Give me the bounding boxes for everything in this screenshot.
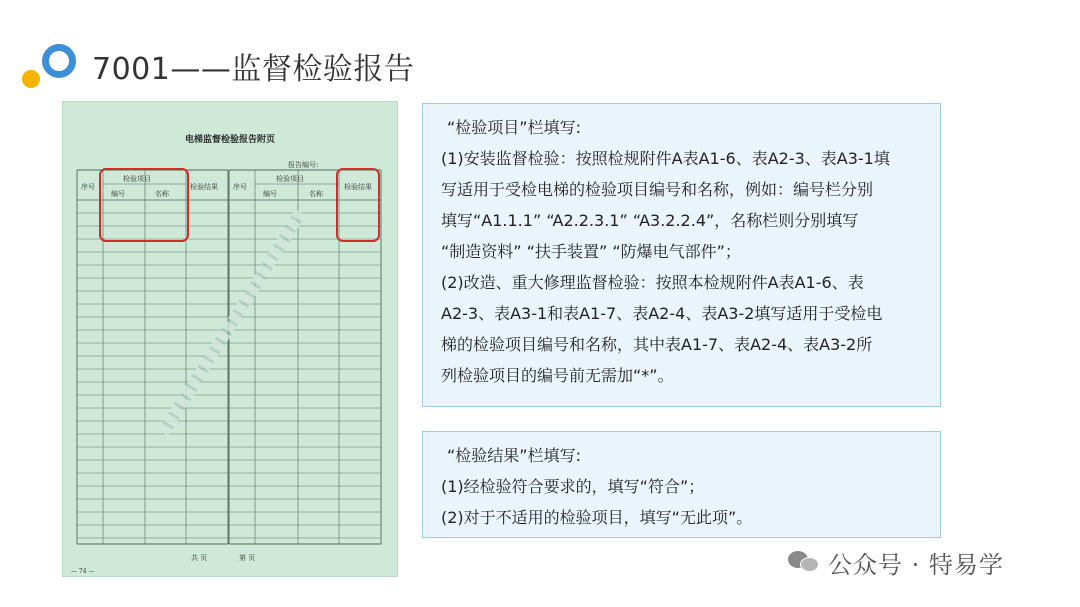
form-col-seq-left: 序号 xyxy=(81,183,95,191)
item-instruction-line: 填写“A1.1.1” “A2.2.3.1” “A3.2.2.4”，名称栏则分别填写 xyxy=(441,211,859,230)
result-column-instructions xyxy=(422,431,941,538)
item-instruction-line: “制造资料” “扶手装置” “防爆电气部件”； xyxy=(441,242,741,261)
item-instruction-line: (1)安装监督检验：按照检规附件A表A1-6、表A2-3、表A3-1填 xyxy=(441,149,890,168)
watermark-text: 公众号 · 特易学 xyxy=(828,550,1004,579)
form-col-item-right: 检验项目 xyxy=(276,175,304,183)
result-column-heading: “检验结果”栏填写: xyxy=(447,446,581,465)
form-col-seq-right: 序号 xyxy=(233,183,247,191)
wechat-watermark xyxy=(788,544,1004,580)
item-instruction-line: (2)改造、重大修理监督检验：按照本检规附件A表A1-6、表 xyxy=(441,273,864,292)
result-instruction-line: (2)对于不适用的检验项目，填写“无此项”。 xyxy=(441,508,753,527)
yellow-dot-icon xyxy=(22,70,40,88)
wechat-icon xyxy=(788,549,820,575)
form-col-code-left: 编号 xyxy=(111,190,125,198)
item-instruction-line: 梯的检验项目编号和名称，其中表A1-7、表A2-4、表A3-2所 xyxy=(441,335,873,354)
highlight-result-column xyxy=(336,168,380,242)
form-col-name-left: 名称 xyxy=(155,190,169,198)
form-col-result-left: 检验结果 xyxy=(190,183,218,191)
item-instruction-line: 列检验项目的编号前无需加“*”。 xyxy=(441,366,674,385)
form-col-result-right: 检验结果 xyxy=(344,183,372,191)
report-form-image xyxy=(62,101,398,577)
blue-ring-icon xyxy=(42,44,76,78)
form-col-code-right: 编号 xyxy=(263,190,277,198)
item-column-heading: “检验项目”栏填写: xyxy=(447,118,581,137)
form-footer-page: 第 页 xyxy=(239,554,256,562)
highlight-item-columns xyxy=(99,168,189,242)
result-instruction-line: (1)经检验符合要求的，填写“符合”； xyxy=(441,477,705,496)
form-page-number: — 74 — xyxy=(71,568,95,575)
slide-title: 7001——监督检验报告 xyxy=(92,52,415,87)
item-instruction-line: A2-3、表A3-1和表A1-7、表A2-4、表A3-2填写适用于受检电 xyxy=(441,304,883,323)
item-instruction-line: 写适用于受检电梯的检验项目编号和名称，例如：编号栏分别 xyxy=(441,180,874,199)
form-title: 电梯监督检验报告附页 xyxy=(184,135,275,145)
form-report-no: 报告编号: xyxy=(288,161,319,169)
item-column-instructions xyxy=(422,103,941,407)
form-footer-total: 共 页 xyxy=(191,554,208,562)
form-col-item-left: 检验项目 xyxy=(123,175,151,183)
form-col-name-right: 名称 xyxy=(309,190,323,198)
slide-logo xyxy=(22,40,82,90)
